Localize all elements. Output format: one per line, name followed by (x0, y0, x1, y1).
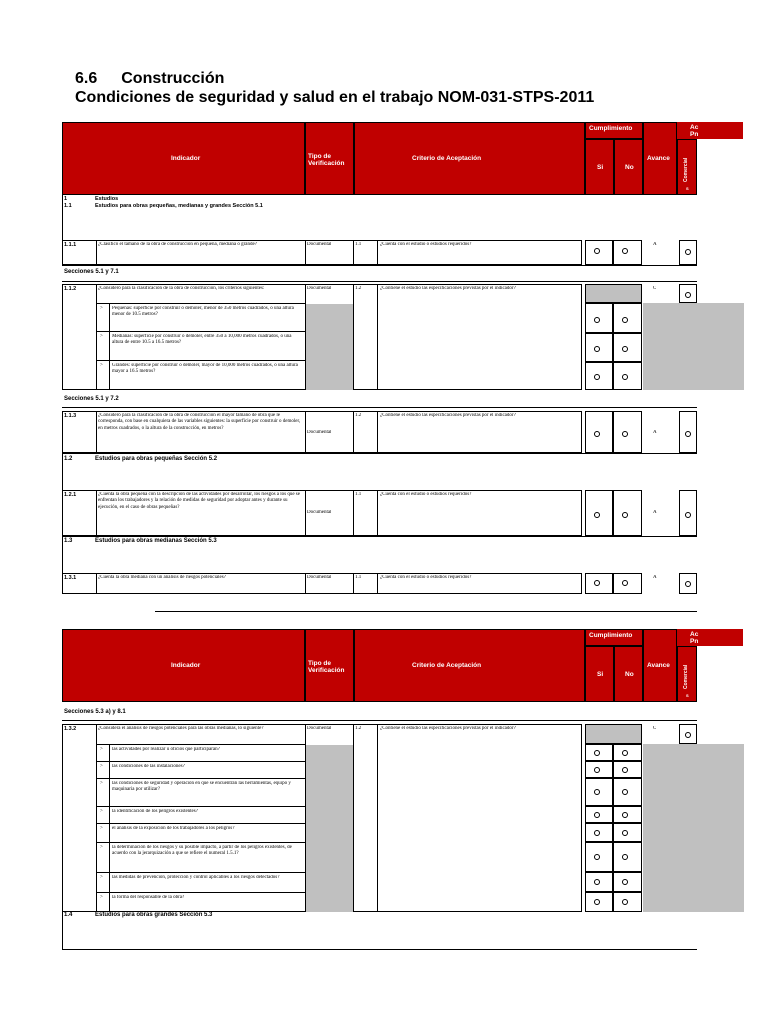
header-indicador: Indicador (62, 629, 305, 702)
comercial-radio[interactable] (685, 581, 691, 587)
row-crit-num: 1.1 (355, 492, 362, 497)
si-radio[interactable] (594, 374, 600, 380)
subsection-title: Estudios para obras medianas Sección 5.3 (95, 538, 217, 544)
row-crit-num: 1.2 (355, 413, 362, 418)
si-radio[interactable] (594, 431, 600, 437)
no-radio[interactable] (622, 248, 628, 254)
table-header-1-extra: Ac Pn (681, 122, 743, 139)
header-indicador: Indicador (62, 122, 305, 195)
sections-label: Secciones 5.1 y 7.2 (64, 396, 119, 402)
row-avance: C (653, 286, 657, 291)
list-item: Medianas: superficie por construir o demoler, entre 350 a 10,000 metros cuadrados, o una altura de entre 10.5 a 16.5 metros? (112, 334, 292, 346)
table-header-1 (62, 122, 697, 195)
header-tipo: Tipo de Verificación (305, 629, 354, 702)
page-divider (155, 611, 697, 612)
no-radio[interactable] (622, 431, 628, 437)
list-item: Grandes: superficie por construir o demoler, mayor de 10,000 metros cuadrados, o una altura mayor a 16.5 metros? (112, 363, 298, 375)
list-item: las condiciones de las instalaciones? (112, 764, 185, 769)
row-avance: A (653, 242, 657, 247)
row-tipo: Documental (307, 575, 332, 580)
header-criterio: Criterio de Aceptación (354, 629, 585, 702)
subsection-number: 1.4 (64, 912, 73, 918)
row-tipo: Documental (307, 242, 332, 247)
list-item: la identificación de los peligros existentes? (112, 809, 198, 814)
subsection-title: Estudios para obras grandes Sección 5.3 (95, 912, 213, 918)
row-avance: A (653, 430, 657, 435)
si-radio[interactable] (594, 854, 600, 860)
row-avance: C (653, 726, 657, 731)
header-no: No (614, 139, 643, 195)
row-crit-num: 1.2 (355, 726, 362, 731)
list-item: el análisis de la exposición de los trabajadores a los peligros? (112, 826, 235, 831)
no-radio[interactable] (622, 854, 628, 860)
list-item: Pequeñas: superficie por construir o demoler, menor de 350 metros cuadrados, o una altura menor de 10.5 metros? (112, 306, 294, 318)
section-title: Construcción (121, 70, 225, 87)
subsection-number: 1.2 (64, 456, 73, 462)
si-radio[interactable] (594, 899, 600, 905)
header-cumplimiento: Cumplimiento (585, 629, 643, 646)
subsection-number: 1.3 (64, 538, 73, 544)
sections-label: Secciones 5.1 y 7.1 (64, 269, 119, 275)
header-comercial: Comercial S (677, 139, 697, 195)
row-question: ¿Considera el análisis de riesgos potenciales para las obras medianas, lo siguiente? (98, 726, 264, 731)
header-avance: Avance (643, 629, 677, 702)
row-criterio: ¿Cuenta con el estudio o estudios requeridos? (380, 575, 472, 580)
si-radio[interactable] (594, 248, 600, 254)
row-tipo: Documental (307, 726, 332, 731)
row-criterio: ¿Contiene el estudio las especificaciones previstas por el indicador? (380, 413, 516, 418)
comercial-radio[interactable] (685, 512, 691, 518)
row-id: 1.3.1 (64, 575, 77, 581)
row-tipo: Documental (307, 510, 332, 515)
row-id: 1.1.2 (64, 286, 77, 292)
sections-label: Secciones 5.3 a) y 8.1 (64, 709, 126, 715)
si-radio[interactable] (594, 317, 600, 323)
si-radio[interactable] (594, 830, 600, 836)
header-no: No (614, 646, 643, 702)
section-1-1-title: Estudios para obras pequeñas, medianas y grandes Sección 5.1 (95, 203, 263, 209)
row-id: 1.1.1 (64, 242, 77, 248)
list-item: las actividades por realizar u oficios que participarán? (112, 747, 220, 752)
list-item: las medidas de prevención, protección y control aplicables a los riesgos detectados? (112, 875, 280, 880)
si-radio[interactable] (594, 346, 600, 352)
row-question: ¿Cuenta la obra mediana con un análisis de riesgos potenciales? (98, 575, 226, 580)
row-id: 1.2.1 (64, 492, 77, 498)
header-comercial: Comercial S (677, 646, 697, 702)
row-question: ¿Consideró para la clasificación de la obra de construcción, los criterios siguientes: (98, 286, 265, 291)
row-question: ¿Consideró para la clasificación de la obra de construcción el mayor tamaño de obra que le corresponda, con base en cualquiera de las variables siguientes: la superficie por construir o demoler, en metros cuadrados, o la altura de la construcción, en metros? (98, 413, 301, 431)
header-tipo: Tipo de Verificación (305, 122, 354, 195)
row-question: ¿Clasificó el tamaño de la obra de construcción en pequeña, mediana o grande? (98, 242, 257, 247)
header-criterio: Criterio de Aceptación (354, 122, 585, 195)
no-radio[interactable] (622, 830, 628, 836)
no-radio[interactable] (622, 317, 628, 323)
table-header-2-extra: Ac Pn (681, 629, 743, 646)
comercial-radio[interactable] (685, 431, 691, 437)
row-tipo: Documental (307, 430, 332, 435)
header-avance: Avance (643, 122, 677, 195)
section-1-title: Estudios (95, 196, 119, 202)
no-radio[interactable] (622, 879, 628, 885)
list-item: la determinación de los riesgos y su posible impacto, a partir de los peligros existentes, de acuerdo con la jerarquización a que se refiere el numeral 1.5.1? (112, 845, 292, 857)
si-radio[interactable] (594, 580, 600, 586)
section-1-number: 1 (64, 196, 68, 202)
si-radio[interactable] (594, 512, 600, 518)
list-item: la forma del responsable de la obra? (112, 895, 185, 900)
header-cumplimiento: Cumplimiento (585, 122, 643, 139)
row-criterio: ¿Cuenta con el estudio o estudios requeridos? (380, 242, 472, 247)
header-si: Si (585, 139, 614, 195)
list-item: las condiciones de seguridad y operación en que se encuentran las herramientas, equipo y maquinaria por utilizar? (112, 781, 291, 793)
si-radio[interactable] (594, 812, 600, 818)
subsection-title: Estudios para obras pequeñas Sección 5.2 (95, 456, 218, 462)
row-avance: A (653, 575, 657, 580)
page-subtitle: Condiciones de seguridad y salud en el trabajo NOM-031-STPS-2011 (75, 89, 595, 106)
row-criterio: ¿Contiene el estudio las especificaciones previstas por el indicador? (380, 726, 516, 731)
no-radio[interactable] (622, 580, 628, 586)
row-crit-num: 1.1 (355, 242, 362, 247)
section-heading (75, 70, 224, 88)
no-radio[interactable] (622, 346, 628, 352)
si-radio[interactable] (594, 767, 600, 773)
si-radio[interactable] (594, 789, 600, 795)
comercial-radio[interactable] (685, 732, 691, 738)
row-crit-num: 1.1 (355, 575, 362, 580)
no-radio[interactable] (622, 750, 628, 756)
row-criterio: ¿Contiene el estudio las especificaciones previstas por el indicador? (380, 286, 516, 291)
no-radio[interactable] (622, 812, 628, 818)
table-header-2 (62, 629, 697, 702)
row-question: ¿Cuenta la obra pequeña con la descripción de las actividades por desarrollar, los riesgos a los que se enfrentan los trabajadores y la relación de medidas de seguridad por adoptar antes y durante su ejecución, en el caso de obras pequeñas? (98, 492, 300, 510)
row-tipo: Documental (307, 286, 332, 291)
si-radio[interactable] (594, 750, 600, 756)
comercial-radio[interactable] (685, 249, 691, 255)
comercial-radio[interactable] (685, 292, 691, 298)
si-radio[interactable] (594, 879, 600, 885)
header-si: Si (585, 646, 614, 702)
no-radio[interactable] (622, 789, 628, 795)
no-radio[interactable] (622, 512, 628, 518)
row-criterio: ¿Cuenta con el estudio o estudios requeridos? (380, 492, 472, 497)
section-number: 6.6 (75, 70, 98, 87)
row-id: 1.3.2 (64, 726, 77, 732)
no-radio[interactable] (622, 899, 628, 905)
row-avance: A (653, 510, 657, 515)
no-radio[interactable] (622, 374, 628, 380)
no-radio[interactable] (622, 767, 628, 773)
section-1-1-number: 1.1 (64, 203, 72, 209)
row-id: 1.1.3 (64, 413, 77, 419)
row-crit-num: 1.2 (355, 286, 362, 291)
